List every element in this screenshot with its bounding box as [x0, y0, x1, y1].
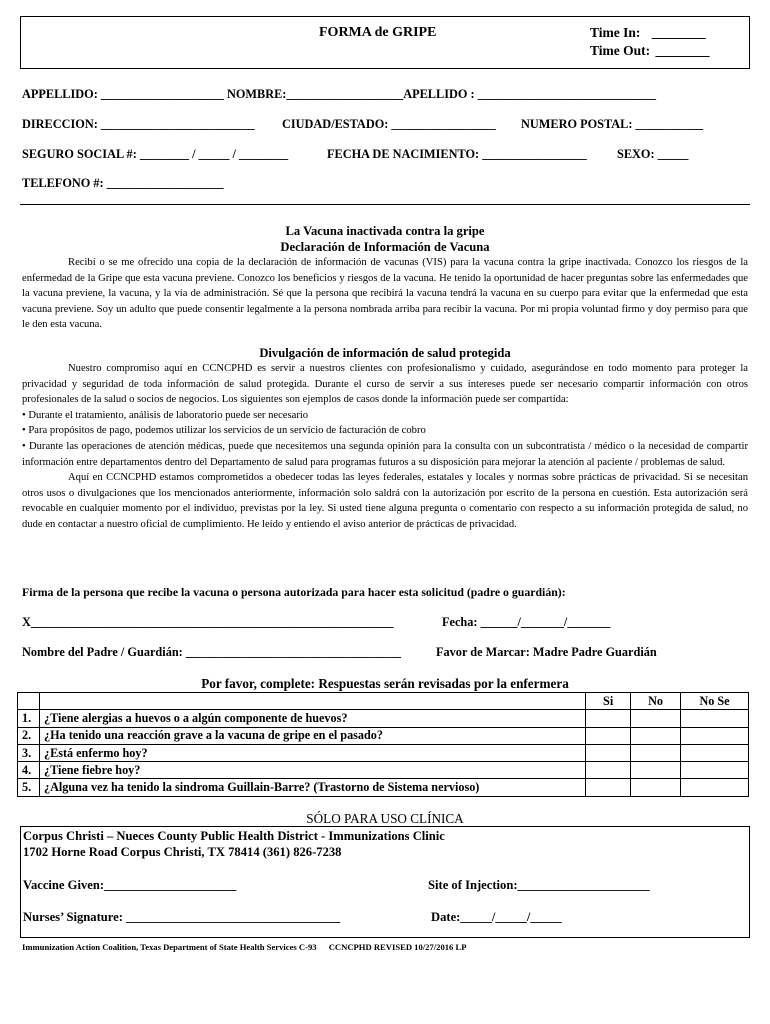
- birthdate-field[interactable]: FECHA DE NACIMIENTO: _________________: [327, 147, 587, 161]
- clinic-address: 1702 Horne Road Corpus Christi, TX 78414 (361) 826-7238: [23, 845, 342, 859]
- section-divider: [20, 204, 750, 205]
- time-in-label: [590, 25, 706, 41]
- patient-name-row[interactable]: APPELLIDO: ____________________ NOMBRE:___________________APELLIDO : _____________________________: [22, 87, 656, 101]
- answer-no-cell[interactable]: [631, 744, 681, 761]
- col-header-si: Si: [586, 693, 631, 710]
- answer-nose-cell[interactable]: [681, 762, 749, 779]
- answer-si-cell[interactable]: [586, 727, 631, 744]
- table-row: [18, 710, 749, 727]
- answer-si-cell[interactable]: [586, 710, 631, 727]
- questions-table: [17, 692, 749, 797]
- postal-code-field[interactable]: NUMERO POSTAL: ___________: [521, 117, 704, 131]
- questions-title: Por favor, complete: Respuestas serán revisadas por la enfermera: [201, 676, 569, 691]
- signature-date-field[interactable]: Fecha: ______/_______/_______: [442, 615, 611, 629]
- privacy-bullet-2: • Para propósitos de pago, podemos utilizar los servicios de un servicio de facturación de cobro: [22, 425, 426, 437]
- questions-header-row: [18, 693, 749, 710]
- vis-statement: [22, 255, 748, 333]
- answer-si-cell[interactable]: [586, 779, 631, 796]
- answer-no-cell[interactable]: [631, 779, 681, 796]
- clinic-date-field[interactable]: Date:_____/_____/_____: [431, 910, 562, 924]
- signature-prompt: Firma de la persona que recibe la vacuna o persona autorizada para hacer esta solicitud (padre o guardián):: [22, 585, 566, 599]
- privacy-closing: Aquí en CCNCPHD estamos comprometidos a obedecer todas las leyes federales, estatales y locales y normas sobre prácticas de privacidad. Si se necesitan otros usos o divulgaciones que los mencionados anteriormente, información solo saldrá con la autorización por escrito de la persona en cuestión. Esta autorización será revocable en cualquier momento por el individuo, previstas por la ley. Si usted tiene alguna pregunta o comentario con respecto a su información protegida de salud, no dude en contactar a nuestro oficial de cumplimiento. He leído y entiendo el aviso anterior de prácticas de privacidad.: [22, 472, 748, 530]
- relationship-mark[interactable]: Favor de Marcar: Madre Padre Guardián: [436, 645, 657, 659]
- answer-nose-cell[interactable]: [681, 779, 749, 796]
- time-out-text: Time Out:: [590, 43, 651, 58]
- phone-field[interactable]: TELEFONO #: ___________________: [22, 176, 224, 190]
- question-number: 5.: [18, 779, 40, 796]
- privacy-intro: Nuestro compromiso aquí en CCNCPHD es servir a nuestros clientes con profesionalismo y cuidado, asegurándose en todo momento para proteger la privacidad y seguridad de toda información de salud protegida. Durante el curso de servir a sus intereses puede ser necesario compartir información con otros profesionales de la salud o socios de negocios. Los siguientes son ejemplos de casos donde la información puede ser compartida:: [22, 363, 748, 406]
- col-header-no: No: [631, 693, 681, 710]
- city-state-field[interactable]: CIUDAD/ESTADO: _________________: [282, 117, 496, 131]
- answer-si-cell[interactable]: [586, 744, 631, 761]
- privacy-bullet-1: • Durante el tratamiento, análisis de laboratorio puede ser necesario: [22, 409, 309, 421]
- col-header-nose: No Se: [681, 693, 749, 710]
- clinic-title: SÓLO PARA USO CLÍNICA: [306, 811, 464, 826]
- answer-no-cell[interactable]: [631, 762, 681, 779]
- vis-title: La Vacuna inactivada contra la gripe: [285, 224, 485, 238]
- question-text: ¿Tiene alergias a huevos o a algún componente de huevos?: [39, 710, 585, 727]
- footer-source: Immunization Action Coalition, Texas Department of State Health Services C-93: [22, 942, 317, 952]
- answer-si-cell[interactable]: [586, 762, 631, 779]
- question-number: 2.: [18, 727, 40, 744]
- question-text: ¿Ha tenido una reacción grave a la vacuna de gripe en el pasado?: [39, 727, 585, 744]
- answer-nose-cell[interactable]: [681, 710, 749, 727]
- question-text: ¿Alguna vez ha tenido la sindroma Guillain-Barre? (Trastorno de Sistema nervioso): [39, 779, 585, 796]
- header-cell-num: [18, 693, 40, 710]
- table-row: [18, 744, 749, 761]
- time-in-text: Time In:: [590, 25, 641, 40]
- vis-subtitle: Declaración de Información de Vacuna: [280, 240, 490, 254]
- vis-body: Recibí o se me ofrecido una copia de la declaración de información de vacunas (VIS) para la vacuna contra la gripe inactivada. Conozco los riesgos de la enfermedad de la Gripe que esta vacuna previene. Conozco los beneficios y riesgos de la vacuna. He tenido la oportunidad de hacer preguntas sobre las enfermedades que la vacuna previene, la vacuna, y la vía de administración. Sé que la persona que recibirá la vacuna tendrá la vacuna en su cuerpo para evitar que la enfermedad que esta vacuna previene. Soy un adulto que puede consentir legalmente a la persona nombrada arriba para recibir la vacuna. Por mi propia voluntad firmo y doy permiso para que le den esta vacuna.: [22, 257, 748, 331]
- vaccine-given-field[interactable]: Vaccine Given:_____________________: [23, 878, 237, 892]
- injection-site-field[interactable]: Site of Injection:_____________________: [428, 878, 650, 892]
- time-out-label: [590, 43, 710, 59]
- privacy-bullet-3: • Durante las operaciones de atención médicas, puede que necesitemos una segunda opinión para la consulta con un subcontratista / médico o la necesidad de compartir información entre departamentos dentro del Departamento de salud para programas futuros a su disposición para mejorar la atención al paciente / problemas de salud.: [22, 440, 748, 468]
- footer: [22, 942, 466, 952]
- privacy-title: Divulgación de información de salud protegida: [259, 346, 511, 360]
- clinic-name: Corpus Christi – Nueces County Public Health District - Immunizations Clinic: [23, 829, 445, 843]
- sex-field[interactable]: SEXO: _____: [617, 147, 689, 161]
- table-row: [18, 727, 749, 744]
- form-title: FORMA de GRIPE: [319, 25, 437, 40]
- question-number: 1.: [18, 710, 40, 727]
- address-field[interactable]: DIRECCION: _________________________: [22, 117, 255, 131]
- question-text: ¿Está enfermo hoy?: [39, 744, 585, 761]
- answer-nose-cell[interactable]: [681, 744, 749, 761]
- privacy-text: [22, 361, 748, 533]
- footer-revision: CCNCPHD REVISED 10/27/2016 LP: [328, 942, 467, 952]
- signature-line[interactable]: X___________________________________________________________: [22, 615, 394, 629]
- answer-no-cell[interactable]: [631, 727, 681, 744]
- table-row: [18, 779, 749, 796]
- answer-nose-cell[interactable]: [681, 727, 749, 744]
- parent-name-field[interactable]: Nombre del Padre / Guardián: ___________________________________: [22, 645, 402, 659]
- question-text: ¿Tiene fiebre hoy?: [39, 762, 585, 779]
- ssn-field[interactable]: SEGURO SOCIAL #: ________ / _____ / ________: [22, 147, 289, 161]
- clinic-use-box: [20, 826, 750, 938]
- question-number: 4.: [18, 762, 40, 779]
- answer-no-cell[interactable]: [631, 710, 681, 727]
- table-row: [18, 762, 749, 779]
- header-cell-question: [39, 693, 585, 710]
- question-number: 3.: [18, 744, 40, 761]
- time-in-field[interactable]: ________: [651, 25, 706, 40]
- nurse-signature-field[interactable]: Nurses’ Signature: __________________________________: [23, 910, 341, 924]
- time-out-field[interactable]: ________: [655, 43, 710, 58]
